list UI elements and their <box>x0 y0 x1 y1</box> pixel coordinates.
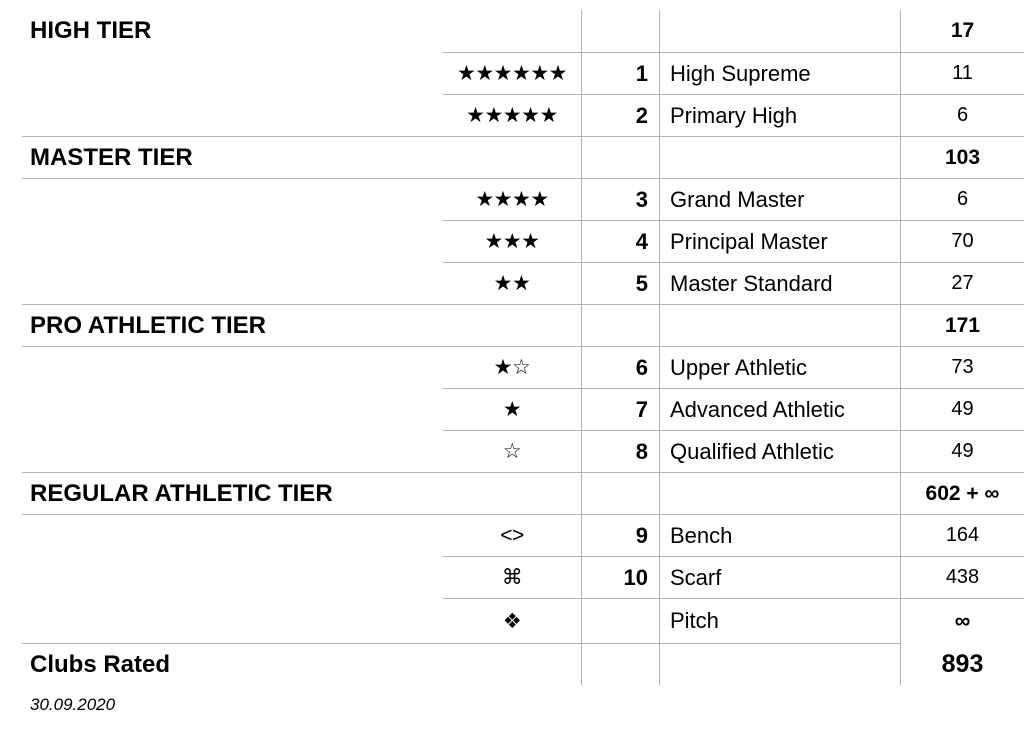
table-row <box>22 388 1024 430</box>
empty-cell <box>659 136 900 178</box>
tier-name: PRO ATHLETIC TIER <box>22 304 443 346</box>
empty-cell <box>443 643 581 685</box>
count-cell: 70 <box>900 220 1024 262</box>
class-name-cell: Scarf <box>659 556 900 598</box>
tier-header-row <box>22 136 1024 178</box>
diamonds-icon: ❖ <box>443 598 581 643</box>
count-cell: 27 <box>900 262 1024 304</box>
empty-cell <box>22 52 443 94</box>
rank-cell <box>581 598 659 643</box>
table-row <box>22 94 1024 136</box>
class-name-cell: Qualified Athletic <box>659 430 900 472</box>
count-cell: 49 <box>900 388 1024 430</box>
clubs-rated-total: 893 <box>900 643 1024 685</box>
empty-cell <box>659 643 900 685</box>
command-icon: ⌘ <box>443 556 581 598</box>
six-stars-icon: ★★★★★★ <box>443 52 581 94</box>
count-cell: ∞ <box>900 598 1024 643</box>
tier-name: REGULAR ATHLETIC TIER <box>22 472 443 514</box>
bench-brackets-icon: <> <box>443 514 581 556</box>
count-cell: 6 <box>900 94 1024 136</box>
table-row <box>22 178 1024 220</box>
empty-cell <box>581 136 659 178</box>
rank-cell: 3 <box>581 178 659 220</box>
outline-star-icon: ☆ <box>443 430 581 472</box>
rank-cell: 4 <box>581 220 659 262</box>
count-cell: 438 <box>900 556 1024 598</box>
clubs-rated-label: Clubs Rated <box>22 643 443 685</box>
table-row <box>22 220 1024 262</box>
count-cell: 73 <box>900 346 1024 388</box>
class-name-cell: Bench <box>659 514 900 556</box>
table-row <box>22 430 1024 472</box>
rank-cell: 10 <box>581 556 659 598</box>
empty-cell <box>581 472 659 514</box>
count-cell: 164 <box>900 514 1024 556</box>
table-row <box>22 556 1024 598</box>
rank-cell: 5 <box>581 262 659 304</box>
report-date: 30.09.2020 <box>30 695 116 714</box>
class-name-cell: Pitch <box>659 598 900 643</box>
empty-cell <box>443 10 581 52</box>
rank-cell: 2 <box>581 94 659 136</box>
tier-name: HIGH TIER <box>30 17 152 44</box>
rank-cell: 1 <box>581 52 659 94</box>
tier-header-row <box>22 10 1024 52</box>
tier-total-count: 602 + ∞ <box>900 472 1024 514</box>
rating-tier-table <box>22 10 1024 685</box>
table-row <box>22 262 1024 304</box>
empty-cell <box>581 10 659 52</box>
empty-cell <box>22 220 443 262</box>
count-cell: 11 <box>900 52 1024 94</box>
rank-cell: 8 <box>581 430 659 472</box>
star-halfstar-icon: ★☆ <box>443 346 581 388</box>
count-cell: 49 <box>900 430 1024 472</box>
empty-cell <box>581 643 659 685</box>
empty-cell <box>581 304 659 346</box>
empty-cell <box>659 304 900 346</box>
tier-header-row <box>22 472 1024 514</box>
class-name-cell: Primary High <box>659 94 900 136</box>
one-star-icon: ★ <box>443 388 581 430</box>
table-row <box>22 514 1024 556</box>
class-name-cell: Advanced Athletic <box>659 388 900 430</box>
tier-name: MASTER TIER <box>22 136 443 178</box>
rank-cell: 7 <box>581 388 659 430</box>
class-name-cell: Upper Athletic <box>659 346 900 388</box>
class-name-cell: Master Standard <box>659 262 900 304</box>
tier-total-count: 171 <box>900 304 1024 346</box>
five-stars-icon: ★★★★★ <box>443 94 581 136</box>
tier-header-row <box>22 304 1024 346</box>
three-stars-icon: ★★★ <box>443 220 581 262</box>
rank-cell: 9 <box>581 514 659 556</box>
empty-cell <box>22 178 443 220</box>
empty-cell <box>22 346 443 388</box>
empty-cell <box>22 262 443 304</box>
totals-row <box>22 643 1024 685</box>
empty-cell <box>443 136 581 178</box>
empty-cell <box>443 304 581 346</box>
empty-cell <box>659 10 900 52</box>
class-name-cell: High Supreme <box>659 52 900 94</box>
tier-total-count: 17 <box>900 10 1024 52</box>
class-name-cell: Principal Master <box>659 220 900 262</box>
empty-cell <box>22 388 443 430</box>
empty-cell <box>443 472 581 514</box>
table-row <box>22 346 1024 388</box>
empty-cell <box>22 94 443 136</box>
table-row <box>22 598 1024 643</box>
empty-cell <box>22 598 443 643</box>
count-cell: 6 <box>900 178 1024 220</box>
empty-cell <box>22 514 443 556</box>
empty-cell <box>22 556 443 598</box>
empty-cell <box>659 472 900 514</box>
rank-cell: 6 <box>581 346 659 388</box>
two-stars-icon: ★★ <box>443 262 581 304</box>
table-row <box>22 52 1024 94</box>
tier-total-count: 103 <box>900 136 1024 178</box>
class-name-cell: Grand Master <box>659 178 900 220</box>
four-stars-icon: ★★★★ <box>443 178 581 220</box>
empty-cell <box>22 430 443 472</box>
